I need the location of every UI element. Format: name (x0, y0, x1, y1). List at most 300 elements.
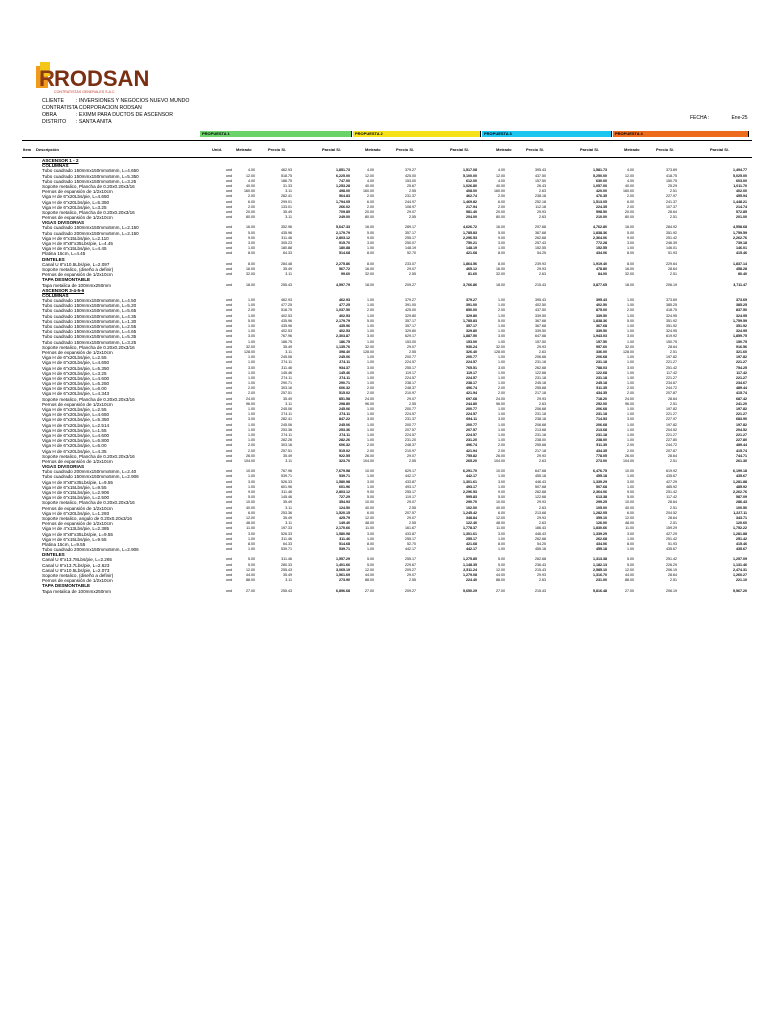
precio-cell: 153.00 (405, 339, 416, 344)
parcial-cell: 1,257.09 (733, 557, 747, 562)
metrado-cell: 1.00 (627, 360, 634, 365)
row-unit: und (226, 521, 232, 526)
precio-cell: 238.18 (535, 417, 546, 422)
row-description: Tubo cuadrado 150mmx150mmx5mm, L=5.20 (42, 303, 137, 309)
precio-cell: 518.75 (281, 173, 292, 178)
precio-cell: 290.71 (281, 381, 292, 386)
metrado-cell: 1.00 (248, 427, 255, 432)
parcial-cell: 3,877.65 (593, 282, 607, 287)
precio-cell: 262.68 (535, 490, 546, 494)
metrado-cell: 48.00 (496, 521, 505, 526)
metrado-cell: 8.00 (367, 541, 374, 546)
row-description: Viga H de 6"x20Lbs/pie, L=1.55 (42, 427, 107, 433)
metrado-cell: 3.00 (627, 531, 634, 536)
metrado-cell: 32.00 (365, 344, 374, 349)
parcial-cell: 727.29 (339, 495, 350, 500)
metrado-cell: 3.00 (627, 365, 634, 370)
metrado-cell: 80.00 (496, 215, 505, 220)
precio-cell: 282.41 (281, 417, 292, 422)
row-description: Viga H de 8"x8"x35Lbs/pie, L=9.55 (42, 531, 113, 537)
metrado-cell: 44.00 (496, 573, 505, 577)
parcial-cell: 539.71 (339, 474, 350, 479)
metrado-cell: 1.00 (367, 474, 374, 479)
metrado-cell: 2.00 (248, 391, 255, 396)
column-header-row (22, 140, 752, 158)
precio-cell: 227.97 (666, 194, 677, 199)
metrado-cell: 8.00 (498, 261, 505, 266)
precio-cell: 303.16 (281, 386, 292, 391)
parcial-cell: 149.40 (339, 521, 350, 526)
parcial-cell: 336.00 (596, 349, 607, 354)
precio-cell: 257.51 (281, 448, 292, 453)
metrado-cell: 26.00 (365, 453, 374, 458)
parcial-cell: 415.46 (736, 541, 747, 546)
precio-cell: 119.17 (405, 370, 416, 375)
parcial-cell: 244.80 (466, 401, 477, 406)
metrado-cell: 2.00 (498, 443, 505, 448)
precio-cell: 108.97 (405, 204, 416, 209)
precio-cell: 224.57 (405, 412, 416, 417)
metrado-cell: 1.00 (367, 381, 374, 386)
parcial-cell: 339.50 (596, 313, 607, 318)
parcial-cell: 180.88 (339, 246, 350, 251)
parcial-cell: 515.02 (339, 448, 350, 453)
parcial-cell: 3,065.19 (336, 567, 350, 572)
row-description: Viga H de 6"x20Lbs/pie, L=2.55 (42, 407, 107, 412)
row-unit: und (226, 334, 232, 339)
metrado-cell: 1.00 (248, 313, 255, 318)
row-description: Tubo cuadrado 150mmx150mmx5mm, L=3.25 (42, 339, 137, 345)
parcial-cell: 252.00 (596, 401, 607, 406)
precio-cell: 324.95 (666, 313, 677, 318)
parcial-cell: 122.40 (466, 521, 477, 526)
row-description: Pernos de expansión de 1/2x10cm (42, 401, 113, 407)
metrado-cell: 5.00 (498, 562, 505, 567)
parcial-cell: 221.27 (736, 432, 747, 437)
parcial-cell: 747.00 (339, 178, 350, 183)
precio-cell: 2.55 (409, 505, 416, 510)
precio-cell: 329.80 (405, 313, 416, 318)
row-description: Soporte metalico, Plancha de 0.20x0.20x3/16 (42, 500, 135, 506)
row-description: ASCENSOR 1 - 2 (42, 158, 79, 163)
precio-cell: 2.55 (409, 401, 416, 406)
precio-cell: 455.18 (535, 474, 546, 479)
metrado-cell: 160.00 (494, 189, 505, 194)
metrado-cell: 10.00 (246, 469, 255, 474)
precio-cell: 2.55 (409, 189, 416, 194)
parcial-cell: 564.83 (339, 194, 350, 199)
row-unit: und (226, 215, 232, 220)
parcial-cell: 922.55 (339, 453, 350, 458)
precio-cell: 28.64 (668, 209, 677, 214)
row-unit: und (226, 479, 232, 484)
metrado-cell: 1.00 (498, 355, 505, 360)
row-unit: und (226, 225, 232, 230)
metrado-cell: 4.00 (248, 178, 255, 183)
metrado-cell: 27.00 (246, 588, 255, 593)
row-unit: und (226, 422, 232, 427)
metrado-cell: 160.00 (244, 189, 255, 194)
metrado-cell: 5.00 (627, 318, 634, 323)
row-description: Tubo cuadrado 150mmx150mmx5mm, L=4.35 (42, 313, 137, 319)
parcial-cell: 606.32 (339, 443, 350, 448)
row-unit: und (226, 443, 232, 448)
parcial-cell: 100.50 (736, 505, 747, 510)
parcial-cell: 1,245.42 (463, 510, 477, 515)
metrado-cell: 5.00 (498, 318, 505, 323)
col-precio-1: Precio S/. (268, 147, 287, 152)
metrado-cell: 26.00 (496, 453, 505, 458)
parcial-cell: 6,199.18 (733, 469, 747, 474)
metrado-cell: 6.00 (627, 510, 634, 515)
parcial-cell: 105.00 (596, 505, 607, 510)
row-description: Soporte metalico, Plancha de 0.20x0.20x3/16 (42, 183, 135, 189)
metrado-cell: 104.00 (494, 458, 505, 463)
row-description: TAPA DESMONTABLE (42, 277, 91, 283)
metrado-cell: 3.00 (367, 334, 374, 339)
row-unit: und (226, 318, 232, 323)
parcial-cell: 434.06 (596, 251, 607, 256)
metrado-cell: 2.00 (367, 308, 374, 313)
metrado-cell: 9.00 (367, 235, 374, 240)
row-description: Pernos de expansión de 1/2x10cm (42, 458, 113, 464)
metrado-cell: 1.00 (367, 422, 374, 427)
col-precio-2: Precio S/. (396, 147, 415, 152)
metrado-cell: 1.00 (248, 484, 255, 489)
precio-cell: 253.36 (281, 427, 292, 432)
precio-cell: 224.57 (405, 375, 416, 380)
metrado-cell: 8.00 (248, 251, 255, 256)
metrado-cell: 10.00 (246, 500, 255, 505)
precio-cell: 351.92 (666, 318, 677, 323)
header-line: CONTRATISTA: CORPORACION RODSAN (42, 105, 142, 111)
metrado-cell: 12.00 (365, 515, 374, 520)
col-metrado-3: Metrado (496, 147, 512, 152)
precio-cell: 54.25 (537, 251, 546, 256)
row-unit: und (226, 173, 232, 178)
precio-cell: 238.00 (535, 438, 546, 443)
row-unit: und (226, 541, 232, 546)
metrado-cell: 3.00 (498, 417, 505, 422)
parcial-cell: 511.35 (596, 386, 607, 391)
row-unit: und (226, 365, 232, 370)
metrado-cell: 32.00 (496, 344, 505, 349)
precio-cell: 255.17 (405, 536, 416, 541)
precio-cell: 197.82 (666, 407, 677, 411)
parcial-cell: 117.42 (736, 370, 747, 375)
metrado-cell: 3.00 (248, 531, 255, 536)
parcial-cell: 1,316.70 (593, 573, 607, 577)
row-unit: und (226, 578, 232, 583)
row-unit: und (226, 303, 232, 308)
metrado-cell: 48.00 (625, 521, 634, 526)
row-description: Tubo cuadrado 150mmx150mmx5mm, L=1.30 (42, 318, 137, 324)
precio-cell: 241.37 (666, 199, 677, 204)
precio-cell: 629.17 (405, 469, 416, 474)
parcial-cell: 324.95 (736, 329, 747, 334)
row-description: Viga H de 4"x13Lbs/pie, L=2.385 (42, 526, 110, 532)
precio-cell: 117.42 (666, 495, 677, 500)
precio-cell: 29.07 (407, 453, 416, 458)
precio-cell: 229.64 (666, 261, 677, 266)
parcial-cell: 1,561.69 (336, 573, 350, 577)
metrado-cell: 3.00 (498, 365, 505, 370)
metrado-cell: 5.00 (498, 230, 505, 235)
parcial-cell: 477.25 (339, 303, 350, 308)
metrado-cell: 2.00 (627, 386, 634, 391)
parcial-cell: 274.11 (339, 375, 350, 380)
parcial-cell: 5,816.48 (593, 588, 607, 593)
metrado-cell: 27.00 (625, 588, 634, 593)
parcial-cell: 1,275.85 (463, 557, 477, 562)
precio-cell: 28.64 (668, 266, 677, 271)
parcial-cell: 476.35 (596, 194, 607, 199)
precio-cell: 231.37 (405, 417, 416, 422)
parcial-cell: 489.44 (736, 386, 747, 391)
parcial-cell: 709.85 (339, 209, 350, 214)
parcial-cell: 321.60 (736, 349, 747, 354)
parcial-cell: 224.57 (466, 360, 477, 365)
precio-cell: 197.33 (281, 526, 292, 531)
parcial-cell: 213.68 (596, 427, 607, 432)
parcial-cell: 339.50 (596, 329, 607, 334)
parcial-cell: 496.74 (466, 443, 477, 448)
parcial-cell: 4,597.79 (336, 282, 350, 287)
row-description: Tubo cuadrado 150mmx150mmx5mm, L=5.65 (42, 308, 137, 314)
precio-cell: 427.29 (666, 479, 677, 484)
row-unit: und (226, 355, 232, 360)
precio-cell: 213.68 (535, 427, 546, 432)
parcial-cell: 186.75 (339, 339, 350, 344)
metrado-cell: 128.00 (244, 349, 255, 354)
row-unit: und (226, 484, 232, 489)
row-description: Viga H de 6"x20Lbs/pie, L=4.650 (42, 412, 110, 418)
col-parcial-2: Parcial S/. (450, 147, 470, 152)
header-line: CLIENTE : INVERSIONES Y NEGOCIOS NUEVO MUNDO (42, 98, 190, 104)
row-description: Viga H de 6"x20Lbs/pie, L=1.293 (42, 510, 110, 516)
parcial-cell: 595.83 (466, 495, 477, 500)
parcial-cell: 1,281.88 (733, 479, 747, 484)
precio-cell: 209.27 (405, 567, 416, 572)
parcial-cell: 80.40 (738, 272, 747, 277)
parcial-cell: 1,794.05 (336, 199, 350, 204)
metrado-cell: 8.00 (627, 251, 634, 256)
parcial-cell: 1,759.59 (733, 318, 747, 323)
metrado-cell: 24.00 (625, 396, 634, 401)
metrado-cell: 3.00 (627, 334, 634, 339)
row-unit: und (226, 282, 232, 287)
parcial-cell: 6,476.75 (593, 469, 607, 474)
metrado-cell: 88.00 (365, 578, 374, 583)
parcial-cell: 1,282.05 (593, 510, 607, 515)
metrado-cell: 1.00 (367, 339, 374, 344)
parcial-cell: 765.51 (466, 365, 477, 370)
precio-cell: 255.43 (281, 282, 292, 287)
parcial-cell: 957.60 (596, 344, 607, 349)
metrado-cell: 80.00 (625, 215, 634, 220)
parcial-cell: 224.40 (466, 578, 477, 583)
precio-cell: 217.18 (535, 448, 546, 453)
metrado-cell: 20.00 (246, 209, 255, 214)
row-description: Viga H de 6"x20Lbs/pie, L=2.55 (42, 355, 107, 361)
precio-cell: 204.52 (666, 510, 677, 515)
precio-cell: 248.37 (405, 386, 416, 391)
precio-cell: 35.49 (283, 344, 292, 349)
metrado-cell: 1.00 (367, 246, 374, 251)
col-item: Item (23, 147, 32, 152)
parcial-cell: 1,131.46 (733, 562, 747, 567)
precio-cell: 339.50 (535, 329, 546, 334)
precio-cell: 255.17 (405, 557, 416, 562)
precio-cell: 3.11 (285, 349, 292, 354)
precio-cell: 210.97 (405, 391, 416, 396)
parcial-cell: 2,262.76 (733, 490, 747, 494)
parcial-cell: 598.50 (596, 209, 607, 214)
row-unit: und (226, 308, 232, 313)
metrado-cell: 1.00 (367, 355, 374, 360)
row-description: Soporte metalico, Plancha de 0.20x0.20x3/16 (42, 344, 135, 350)
parcial-cell: 2,511.24 (463, 567, 477, 572)
precio-cell: 477.25 (281, 303, 292, 308)
col-parcial-1: Parcial S/. (322, 147, 342, 152)
row-unit: und (226, 458, 232, 463)
metrado-cell: 1.00 (498, 339, 505, 344)
parcial-cell: 1,026.80 (463, 183, 477, 188)
parcial-cell: 290.71 (339, 381, 350, 386)
metrado-cell: 1.00 (498, 484, 505, 489)
metrado-cell: 1.00 (498, 360, 505, 365)
metrado-cell: 12.00 (625, 173, 634, 178)
metrado-cell: 1.00 (627, 432, 634, 437)
precio-cell: 395.43 (535, 298, 546, 303)
metrado-cell: 96.00 (496, 401, 505, 406)
parcial-cell: 1,182.13 (593, 562, 607, 567)
parcial-cell: 290.70 (466, 500, 477, 505)
precio-cell: 29.93 (537, 500, 546, 505)
metrado-cell: 1.00 (498, 381, 505, 386)
row-description: Viga H de 6"x20Lbs/pie, L=4.35 (42, 448, 107, 454)
precio-cell: 418.75 (666, 308, 677, 313)
parcial-cell: 200.77 (466, 422, 477, 427)
parcial-cell: 754.25 (736, 365, 747, 370)
precio-cell: 210.97 (405, 448, 416, 453)
metrado-cell: 1.00 (498, 536, 505, 541)
precio-cell: 251.42 (666, 235, 677, 240)
metrado-cell: 2.00 (498, 448, 505, 453)
metrado-cell: 5.00 (498, 495, 505, 500)
precio-cell: 373.69 (666, 168, 677, 173)
metrado-cell: 4.00 (627, 178, 634, 183)
metrado-cell: 1.00 (498, 370, 505, 375)
parcial-cell: 197.82 (736, 355, 747, 360)
parcial-cell: 1,011.70 (733, 183, 747, 188)
precio-cell: 2.55 (409, 349, 416, 354)
row-unit: und (226, 235, 232, 240)
parcial-cell: 201.00 (736, 215, 747, 220)
parcial-cell: 214.74 (736, 204, 747, 209)
metrado-cell: 40.00 (246, 183, 255, 188)
metrado-cell: 3.00 (248, 241, 255, 245)
parcial-cell: 206.68 (596, 407, 607, 411)
row-description: Viga H de 6"x20Lbs/pie, L=5.350 (42, 199, 110, 205)
parcial-cell: 329.80 (466, 329, 477, 334)
parcial-cell: 434.35 (596, 448, 607, 453)
metrado-cell: 16.00 (496, 266, 505, 271)
parcial-cell: 348.84 (466, 515, 477, 520)
parcial-cell: 4,762.80 (593, 225, 607, 230)
row-description: Canal U 6"x13.78Lbs/pie, L=2.265 (42, 557, 112, 563)
precio-cell: 601.96 (281, 484, 292, 489)
metrado-cell: 1.00 (498, 329, 505, 334)
precio-cell: 255.17 (405, 365, 416, 370)
precio-cell: 402.53 (281, 313, 292, 318)
precio-cell: 197.82 (666, 422, 677, 427)
metrado-cell: 8.00 (248, 541, 255, 546)
metrado-cell: 1.00 (248, 303, 255, 308)
budget-table (22, 158, 752, 594)
precio-cell: 253.36 (281, 510, 292, 515)
precio-cell: 213.68 (535, 510, 546, 515)
parcial-cell: 124.50 (339, 505, 350, 510)
metrado-cell: 2.00 (627, 308, 634, 313)
row-unit: und (226, 324, 232, 328)
row-unit: und (226, 209, 232, 214)
row-description: Tubo cuadrado 200mmx150mmx5mm, L=2.40 (42, 469, 137, 475)
row-description: Viga H de 6"x15Lbs/pie, L=2.500 (42, 495, 110, 501)
precio-cell: 64.33 (283, 541, 292, 546)
precio-cell: 227.80 (666, 438, 677, 443)
row-description: Viga H de 6"x20Lbs/pie, L=6.00 (42, 386, 107, 392)
header-line: OBRA : EXIMM PARA DUCTOS DE ASCENSOR (42, 112, 173, 118)
precio-cell: 244.97 (405, 199, 416, 204)
precio-cell: 200.77 (405, 355, 416, 360)
precio-cell: 435.96 (281, 318, 292, 323)
row-unit: und (226, 381, 232, 386)
parcial-cell: 5,100.00 (463, 173, 477, 178)
metrado-cell: 1.00 (248, 474, 255, 479)
parcial-cell: 251.42 (736, 536, 747, 541)
parcial-cell: 231.18 (596, 432, 607, 437)
parcial-cell: 1,752.22 (733, 526, 747, 531)
parcial-cell: 367.68 (596, 324, 607, 328)
metrado-cell: 5.00 (627, 230, 634, 235)
metrado-cell: 3.00 (367, 417, 374, 422)
parcial-cell: 282.26 (339, 438, 350, 443)
precio-cell: 3.11 (285, 505, 292, 510)
parcial-cell: 261.30 (736, 458, 747, 463)
metrado-cell: 96.00 (625, 401, 634, 406)
parcial-cell: 465.12 (466, 266, 477, 271)
metrado-cell: 5.00 (367, 318, 374, 323)
row-unit: und (226, 531, 232, 536)
precio-cell: 379.27 (405, 298, 416, 303)
parcial-cell: 84.00 (598, 272, 607, 277)
precio-cell: 647.68 (535, 334, 546, 339)
precio-cell: 28.64 (668, 515, 677, 520)
precio-cell: 29.07 (407, 209, 416, 214)
svg-text:R: R (39, 66, 55, 91)
parcial-cell: 324.95 (736, 313, 747, 318)
precio-cell: 238.17 (405, 381, 416, 386)
metrado-cell: 1.00 (367, 360, 374, 365)
precio-cell: 54.25 (537, 541, 546, 546)
parcial-cell: 1,301.61 (463, 479, 477, 484)
precio-cell: 221.27 (666, 375, 677, 380)
precio-cell: 197.82 (666, 355, 677, 360)
metrado-cell: 10.00 (496, 500, 505, 505)
metrado-cell: 40.00 (496, 505, 505, 510)
precio-cell: 435.96 (281, 324, 292, 328)
